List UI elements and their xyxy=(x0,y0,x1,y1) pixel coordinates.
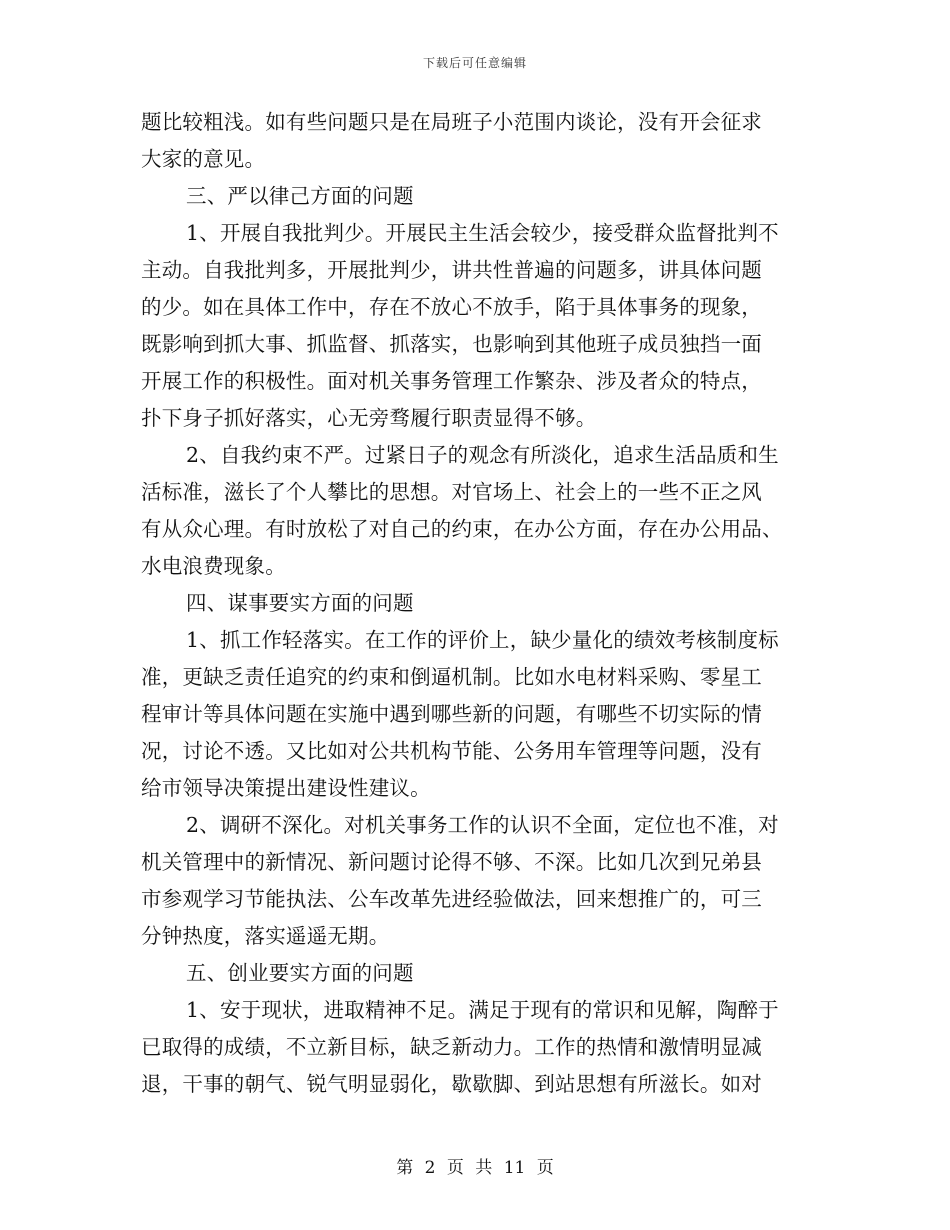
text-line: 机关管理中的新情况、新问题讨论得不够、不深。比如几次到兄弟县 xyxy=(141,850,762,874)
section-heading: 三、严以律己方面的问题 xyxy=(186,184,414,208)
text-line: 既影响到抓大事、抓监督、抓落实，也影响到其他班子成员独挡一面 xyxy=(141,332,762,356)
text-line: 程审计等具体问题在实施中遇到哪些新的问题，有哪些不切实际的情 xyxy=(141,702,762,726)
text-line: 活标准，滋长了个人攀比的思想。对官场上、社会上的一些不正之风 xyxy=(141,480,762,504)
text-line: 1、开展自我批判少。开展民主生活会较少，接受群众监督批判不 xyxy=(186,221,779,245)
text-line: 退，干事的朝气、锐气明显弱化，歇歇脚、到站思想有所滋长。如对 xyxy=(141,1072,762,1096)
text-line: 有从众心理。有时放松了对自己的约束，在办公方面，存在办公用品、 xyxy=(141,517,783,541)
text-line: 市参观学习节能执法、公车改革先进经验做法，回来想推广的，可三 xyxy=(141,887,762,911)
section-heading: 四、谋事要实方面的问题 xyxy=(186,591,414,615)
text-line: 2、调研不深化。对机关事务工作的认识不全面，定位也不准，对 xyxy=(186,813,779,837)
text-line: 给市领导决策提出建设性建议。 xyxy=(141,776,431,800)
text-line: 准，更缺乏责任追究的约束和倒逼机制。比如水电材料采购、零星工 xyxy=(141,665,762,689)
text-line: 水电浪费现象。 xyxy=(141,554,286,578)
page-header: 下载后可任意编辑 xyxy=(422,56,527,70)
text-line: 2、自我约束不严。过紧日子的观念有所淡化，追求生活品质和生 xyxy=(186,443,779,467)
text-line: 的少。如在具体工作中，存在不放心不放手，陷于具体事务的现象， xyxy=(141,295,762,319)
section-heading: 五、创业要实方面的问题 xyxy=(186,961,414,985)
text-line: 1、安于现状，进取精神不足。满足于现有的常识和见解，陶醉于 xyxy=(186,998,779,1022)
text-line: 大家的意见。 xyxy=(141,147,266,171)
document-body xyxy=(141,104,809,1103)
text-line: 题比较粗浅。如有些问题只是在局班子小范围内谈论，没有开会征求 xyxy=(141,110,762,134)
text-line: 扑下身子抓好落实，心无旁骛履行职责显得不够。 xyxy=(141,406,597,430)
text-line: 已取得的成绩，不立新目标，缺乏新动力。工作的热情和激情明显减 xyxy=(141,1035,762,1059)
text-line: 1、抓工作轻落实。在工作的评价上，缺少量化的绩效考核制度标 xyxy=(186,628,779,652)
text-line: 主动。自我批判多，开展批判少，讲共性普遍的问题多，讲具体问题 xyxy=(141,258,762,282)
text-line: 分钟热度，落实遥遥无期。 xyxy=(141,924,390,948)
text-line: 况，讨论不透。又比如对公共机构节能、公务用车管理等问题，没有 xyxy=(141,739,762,763)
page-footer: 第 2 页 共 11 页 xyxy=(396,1158,554,1178)
text-line: 开展工作的积极性。面对机关事务管理工作繁杂、涉及者众的特点， xyxy=(141,369,762,393)
